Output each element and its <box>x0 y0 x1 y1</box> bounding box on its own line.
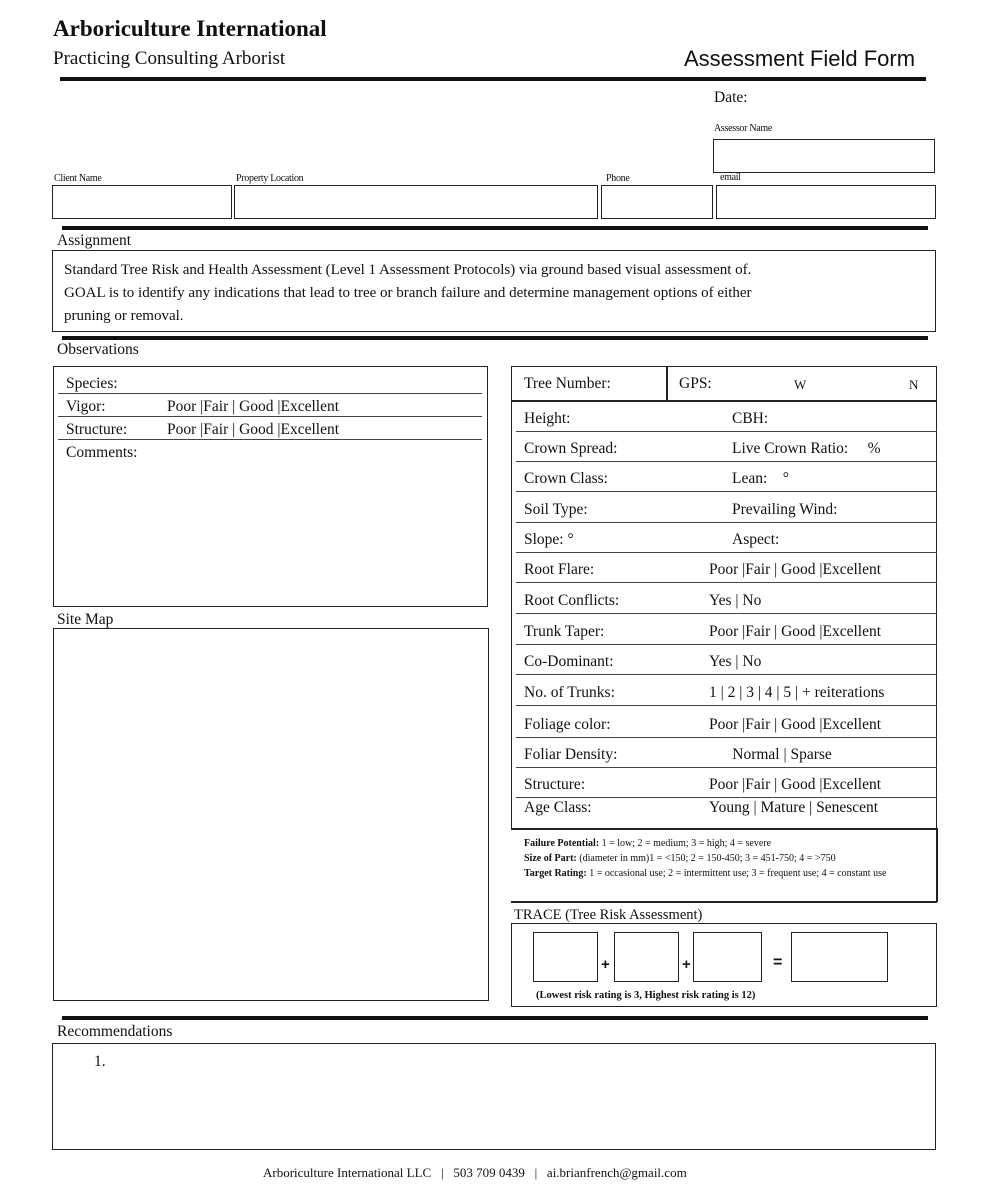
site-map-heading: Site Map <box>57 611 114 628</box>
assignment-heading: Assignment <box>57 232 132 249</box>
vigor-options[interactable]: Poor |Fair | Good |Excellent <box>167 398 340 415</box>
tree-row-label: Structure: <box>524 776 586 793</box>
tree-row-label: Crown Class: <box>524 470 608 487</box>
row-line <box>58 416 482 417</box>
row-line <box>58 393 482 394</box>
property-label: Property Location <box>236 173 304 184</box>
phone-label: Phone <box>606 173 630 184</box>
tree-row-label: Age Class: <box>524 799 592 816</box>
tree-row-right-label: Live Crown Ratio: % <box>732 440 881 457</box>
divider <box>62 1016 928 1020</box>
assignment-line: GOAL is to identify any indications that lead to tree or branch failure and determine management options of either <box>64 285 752 301</box>
gps-label: GPS: <box>679 375 712 392</box>
structure-label: Structure: <box>66 421 128 438</box>
row-line <box>516 461 937 462</box>
property-location-field[interactable] <box>234 185 598 219</box>
row-line <box>516 705 937 706</box>
target-text: 1 = occasional use; 2 = intermittent use; 3 = frequent use; 4 = constant use <box>586 868 887 879</box>
rating-legend <box>524 836 924 881</box>
trace-heading: TRACE (Tree Risk Assessment) <box>514 907 703 923</box>
species-label: Species: <box>66 375 118 392</box>
row-line <box>58 439 482 440</box>
column-divider <box>666 366 668 400</box>
phone-field[interactable] <box>601 185 713 219</box>
size-label: Size of Part: <box>524 853 577 864</box>
row-line <box>516 613 937 614</box>
tree-row-options[interactable]: Normal | Sparse <box>709 746 832 763</box>
recommendations-box[interactable] <box>52 1043 936 1150</box>
recommendations-heading: Recommendations <box>57 1023 173 1040</box>
equals-sign: = <box>773 954 783 971</box>
observations-heading: Observations <box>57 341 139 358</box>
row-line <box>511 400 937 402</box>
comments-label: Comments: <box>66 444 138 461</box>
failure-potential-input[interactable] <box>533 932 598 982</box>
site-map-area[interactable] <box>53 628 489 1001</box>
tree-row-label: Root Flare: <box>524 561 595 578</box>
email-field[interactable] <box>716 185 936 219</box>
tree-row-right-label: Lean: ° <box>732 470 789 487</box>
tree-row-options[interactable]: Yes | No <box>709 592 762 609</box>
gps-w-label: W <box>794 377 807 392</box>
vigor-label: Vigor: <box>66 398 106 415</box>
tree-row-options[interactable]: Young | Mature | Senescent <box>709 799 879 816</box>
divider <box>62 226 928 230</box>
row-line <box>516 522 937 523</box>
tree-row-label: Root Conflicts: <box>524 592 620 609</box>
header-divider <box>60 77 926 81</box>
trace-note: (Lowest risk rating is 3, Highest risk rating is 12) <box>536 990 756 1001</box>
size-of-part-input[interactable] <box>614 932 679 982</box>
risk-total-input[interactable] <box>791 932 888 982</box>
row-line <box>516 431 937 432</box>
assessor-label: Assessor Name <box>714 123 773 134</box>
form-title: Assessment Field Form <box>684 46 916 71</box>
structure-options[interactable]: Poor |Fair | Good |Excellent <box>167 421 340 438</box>
target-rating-input[interactable] <box>693 932 762 982</box>
date-label: Date: <box>714 89 748 106</box>
gps-n-label: N <box>909 377 919 392</box>
row-line <box>516 797 937 798</box>
tree-row-options[interactable]: 1 | 2 | 3 | 4 | 5 | + reiterations <box>709 684 885 701</box>
target-label: Target Rating: <box>524 868 587 879</box>
assignment-line: Standard Tree Risk and Health Assessment (Level 1 Assessment Protocols) via ground based visual assessment of. <box>64 262 752 278</box>
legend-border <box>936 828 938 902</box>
assessor-name-field[interactable] <box>713 139 935 173</box>
plus-sign: + <box>682 956 691 973</box>
tree-row-options[interactable]: Poor |Fair | Good |Excellent <box>709 623 882 640</box>
failure-text: 1 = low; 2 = medium; 3 = high; 4 = severe <box>599 838 772 849</box>
email-label: email <box>720 172 741 183</box>
tree-row-label: Height: <box>524 410 571 427</box>
size-text: (diameter in mm)1 = <150; 2 = 150-450; 3 = 451-750; 4 = >750 <box>576 853 836 864</box>
tree-number-label: Tree Number: <box>524 375 611 392</box>
row-line <box>511 828 937 830</box>
row-line <box>516 767 937 768</box>
divider <box>62 336 928 340</box>
row-line <box>516 737 937 738</box>
tree-row-label: Foliage color: <box>524 716 611 733</box>
client-name-field[interactable] <box>52 185 232 219</box>
tree-row-options[interactable]: Poor |Fair | Good |Excellent <box>709 716 882 733</box>
company-name: Arboriculture International <box>53 16 327 41</box>
tree-row-label: Foliar Density: <box>524 746 618 763</box>
row-line <box>516 491 937 492</box>
recommendation-item-number: 1. <box>94 1053 106 1070</box>
tree-row-label: Crown Spread: <box>524 440 618 457</box>
tree-row-label: Co-Dominant: <box>524 653 614 670</box>
assignment-box <box>52 250 936 332</box>
tree-row-right-label: Aspect: <box>732 531 780 548</box>
tree-row-right-label: CBH: <box>732 410 769 427</box>
row-line <box>511 901 937 903</box>
company-subtitle: Practicing Consulting Arborist <box>53 48 286 69</box>
tree-row-label: Trunk Taper: <box>524 623 605 640</box>
tree-row-options[interactable]: Poor |Fair | Good |Excellent <box>709 776 882 793</box>
row-line <box>516 674 937 675</box>
tree-row-options[interactable]: Poor |Fair | Good |Excellent <box>709 561 882 578</box>
row-line <box>516 582 937 583</box>
failure-label: Failure Potential: <box>524 838 600 849</box>
plus-sign: + <box>601 956 610 973</box>
tree-row-right-label: Prevailing Wind: <box>732 501 838 518</box>
client-label: Client Name <box>54 173 102 184</box>
row-line <box>516 644 937 645</box>
assignment-line: pruning or removal. <box>64 308 184 324</box>
tree-row-label: Soil Type: <box>524 501 588 518</box>
tree-row-label: No. of Trunks: <box>524 684 615 701</box>
tree-row-options[interactable]: Yes | No <box>709 653 762 670</box>
tree-row-label: Slope: ° <box>524 531 574 548</box>
footer-contact: Arboriculture International LLC | 503 709 0439 | ai.brianfrench@gmail.com <box>263 1165 687 1180</box>
row-line <box>516 552 937 553</box>
